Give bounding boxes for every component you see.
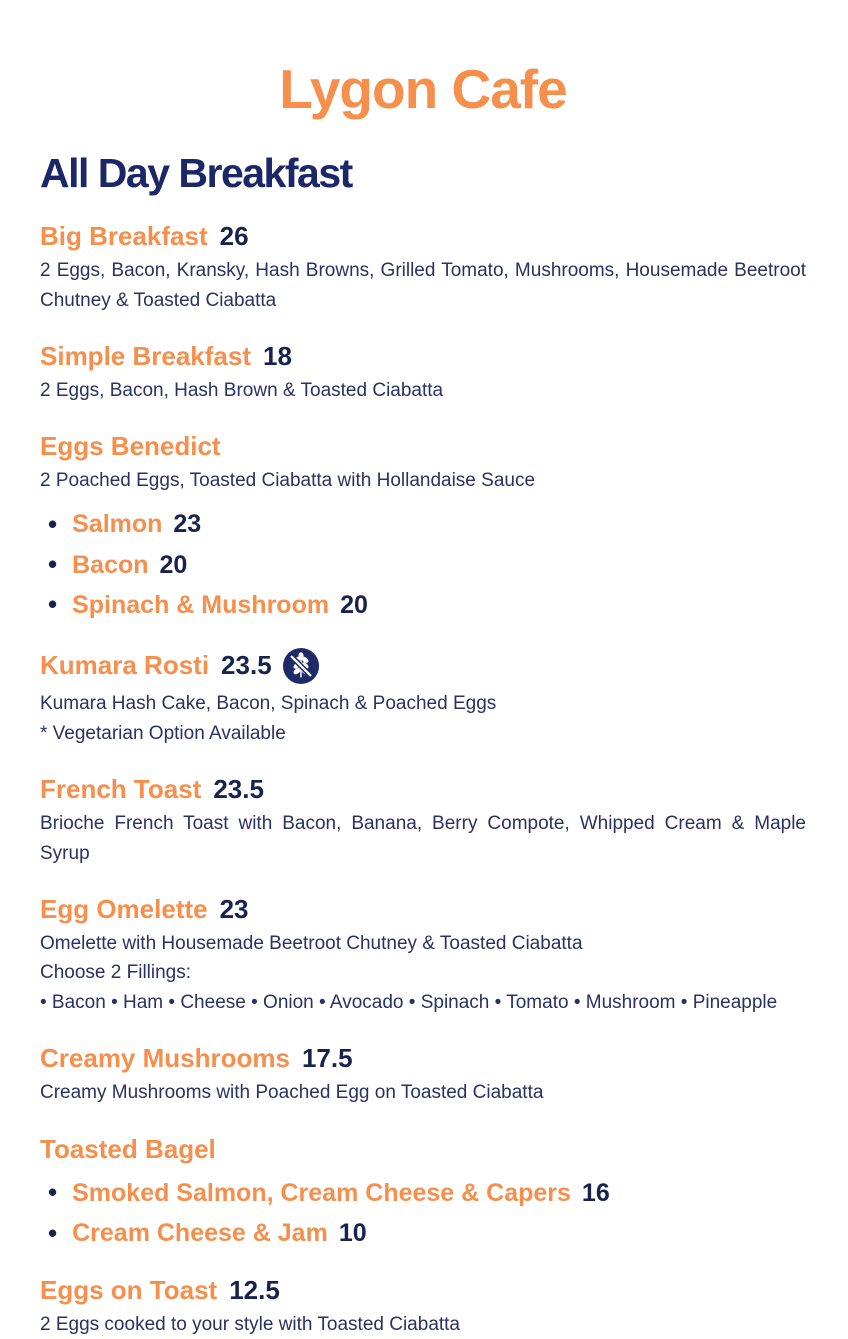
menu-item-header <box>40 1276 806 1306</box>
menu-item-name: Kumara Rosti <box>40 650 210 681</box>
bullet-icon: • <box>48 589 58 620</box>
menu-option <box>48 1177 806 1208</box>
menu-item-description <box>40 1310 806 1339</box>
menu-item-description-line: Kumara Hash Cake, Bacon, Spinach & Poached Eggs <box>40 693 497 715</box>
menu-option-name: Bacon <box>72 550 149 579</box>
menu-item <box>40 1135 806 1249</box>
menu-item <box>40 1276 806 1339</box>
menu-item-header <box>40 895 806 925</box>
menu-option <box>48 509 806 540</box>
menu-item-description <box>40 689 806 748</box>
menu-item-description <box>40 1078 806 1107</box>
menu-item-header <box>40 647 806 685</box>
menu-item-header <box>40 342 806 372</box>
menu-item-price: 23.5 <box>221 650 272 681</box>
menu-item-header <box>40 1135 806 1165</box>
bullet-icon: • <box>48 1177 58 1208</box>
menu-item <box>40 432 806 620</box>
menu-item-name: Toasted Bagel <box>40 1133 216 1164</box>
menu-item <box>40 1044 806 1107</box>
menu-item-description <box>40 376 806 405</box>
menu-item-header <box>40 222 806 252</box>
menu-item-name: Creamy Mushrooms <box>40 1043 290 1074</box>
menu-item-description-line: * Vegetarian Option Available <box>40 722 286 744</box>
menu-item-description-line: 2 Eggs, Bacon, Hash Brown & Toasted Ciabatta <box>40 380 444 401</box>
menu-item <box>40 775 806 868</box>
menu-option-name: Cream Cheese & Jam <box>72 1219 328 1248</box>
menu-option-price: 16 <box>581 1178 610 1207</box>
menu-item-description-line: Brioche French Toast with Bacon, Banana, Berry Compote, Whipped Cream & Maple Syrup <box>40 813 806 864</box>
menu-item-description <box>40 929 806 1017</box>
menu-item-name: Egg Omelette <box>40 893 208 924</box>
bullet-icon: • <box>48 508 58 539</box>
menu-item-header <box>40 432 806 462</box>
menu-item-description-line: 2 Eggs cooked to your style with Toasted Ciabatta <box>40 1313 461 1335</box>
menu-option <box>48 1218 806 1249</box>
menu-option-price: 23 <box>173 510 202 539</box>
menu-option <box>48 549 806 580</box>
bullet-icon: • <box>48 548 58 579</box>
menu-item-description-line: Choose 2 Fillings: <box>40 962 192 984</box>
menu-item-price: 23.5 <box>213 774 264 805</box>
menu-item <box>40 647 806 748</box>
gluten-free-icon <box>282 647 320 685</box>
menu-item-description <box>40 466 806 495</box>
menu-item-name: French Toast <box>40 774 202 805</box>
menu-option-price: 10 <box>338 1219 367 1248</box>
menu-item-price: 17.5 <box>301 1043 353 1074</box>
menu-item <box>40 895 806 1017</box>
menu-option-price: 20 <box>159 550 188 579</box>
menu-item-header <box>40 775 806 805</box>
menu-option-name: Salmon <box>72 510 163 539</box>
menu-option <box>48 589 806 620</box>
menu-item-description-line: Creamy Mushrooms with Poached Egg on Toasted Ciabatta <box>40 1082 544 1104</box>
menu-item-description-line: 2 Eggs, Bacon, Kransky, Hash Browns, Grilled Tomato, Mushrooms, Housemade Beetroot Chutney & Toasted Ciabatta <box>40 260 806 311</box>
menu-item-name: Simple Breakfast <box>40 341 251 372</box>
menu-item-name: Eggs Benedict <box>40 431 221 462</box>
menu-item-name: Big Breakfast <box>40 221 208 252</box>
cafe-title: Lygon Cafe <box>279 58 567 120</box>
menu-item-options <box>40 509 806 621</box>
menu-item-header <box>40 1044 806 1074</box>
menu-item <box>40 342 806 405</box>
menu-item-price: 23 <box>219 893 249 924</box>
menu-item-price: 18 <box>262 341 292 372</box>
menu-list <box>40 222 806 1339</box>
menu-item-description-line: Omelette with Housemade Beetroot Chutney & Toasted Ciabatta <box>40 932 583 954</box>
menu-option-name: Spinach & Mushroom <box>72 590 330 619</box>
menu-item-options <box>40 1177 806 1248</box>
menu-item-price: 12.5 <box>229 1274 280 1305</box>
menu-item-description-line: 2 Poached Eggs, Toasted Ciabatta with Hollandaise Sauce <box>40 470 536 492</box>
menu-item-description <box>40 809 806 868</box>
menu-option-name: Smoked Salmon, Cream Cheese & Capers <box>72 1178 571 1207</box>
section-title: All Day Breakfast <box>40 150 352 197</box>
menu-item-description-line: • Bacon • Ham • Cheese • Onion • Avocado • Spinach • Tomato • Mushroom • Pineapple <box>40 991 778 1013</box>
bullet-icon: • <box>48 1217 58 1248</box>
menu-item-price: 26 <box>219 221 249 252</box>
menu-option-price: 20 <box>340 590 368 619</box>
menu-item-name: Eggs on Toast <box>40 1274 218 1305</box>
menu-item-description <box>40 256 806 315</box>
menu-item <box>40 222 806 315</box>
